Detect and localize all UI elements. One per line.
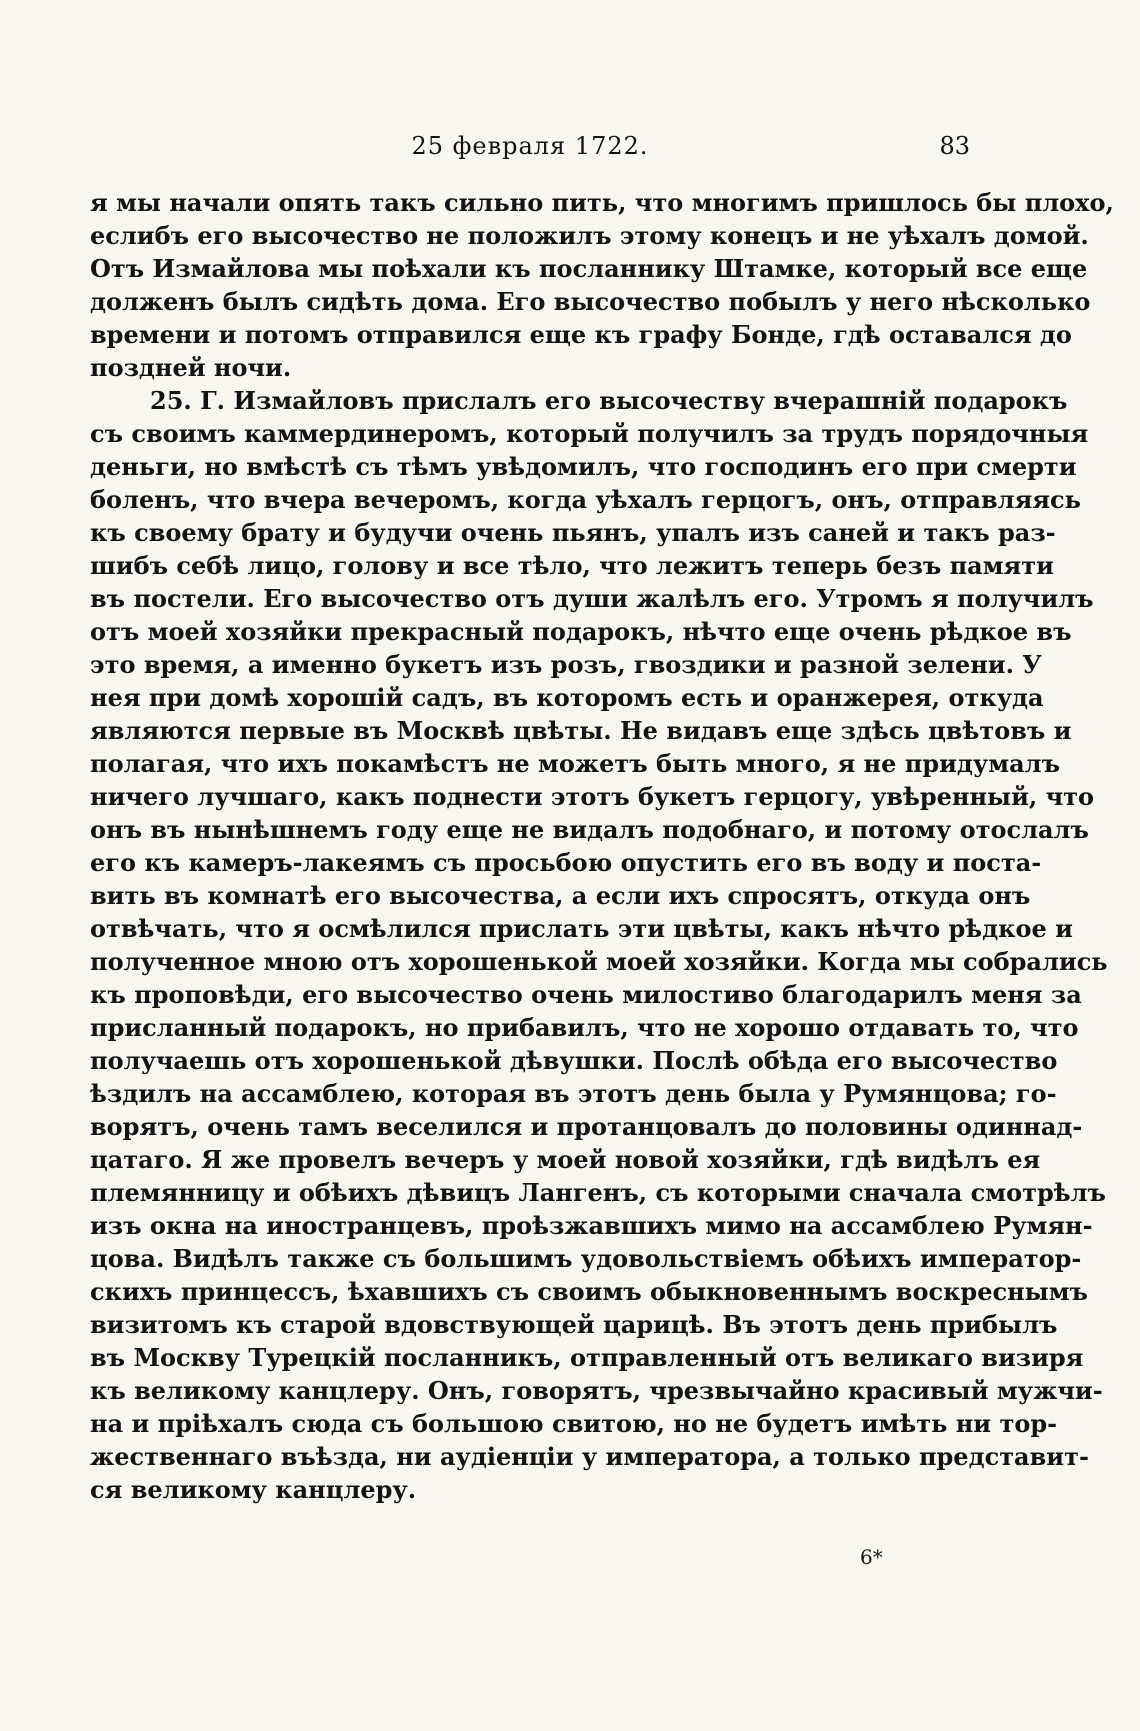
- signature-mark: 6*: [860, 1545, 883, 1569]
- text-line: Отъ Измайлова мы поѣхали къ посланнику Штамке, который все еще: [90, 254, 1088, 283]
- text-line: поздней ночи.: [90, 353, 292, 382]
- paragraph-start-line: 25. Г. Измайловъ прислалъ его высочеству вчерашній подарокъ: [150, 386, 1068, 415]
- text-line: вить въ комнатѣ его высочества, а если ихъ спросятъ, откуда онъ: [90, 881, 1031, 910]
- text-line: времени и потомъ отправился еще къ графу Бонде, гдѣ оставался до: [90, 320, 1072, 349]
- text-line: деньги, но вмѣстѣ съ тѣмъ увѣдомилъ, что господинъ его при смерти: [90, 452, 1077, 481]
- text-line: цова. Видѣлъ также съ большимъ удовольствіемъ обѣихъ император-: [90, 1244, 1082, 1273]
- body-text: [90, 186, 1114, 1506]
- text-line: я мы начали опять такъ сильно пить, что многимъ пришлось бы плохо,: [90, 188, 1114, 217]
- text-line: присланный подарокъ, но прибавилъ, что не хорошо отдавать то, что: [90, 1013, 1079, 1042]
- page-number: 83: [939, 132, 970, 160]
- running-header: [90, 132, 970, 172]
- text-line: отъ моей хозяйки прекрасный подарокъ, нѣчто еще очень рѣдкое въ: [90, 617, 1072, 646]
- text-line: долженъ былъ сидѣть дома. Его высочество побылъ у него нѣсколько: [90, 287, 1091, 316]
- text-line: ничего лучшаго, какъ поднести этотъ букетъ герцогу, увѣренный, что: [90, 782, 1095, 811]
- text-line: отвѣчать, что я осмѣлился прислать эти цвѣты, какъ нѣчто рѣдкое и: [90, 914, 1073, 943]
- text-line: боленъ, что вчера вечеромъ, когда уѣхалъ герцогъ, онъ, отправляясь: [90, 485, 1081, 514]
- text-line: нея при домѣ хорошій садъ, въ которомъ есть и оранжерея, откуда: [90, 683, 1044, 712]
- text-line: жественнаго въѣзда, ни аудіенціи у императора, а только представит-: [90, 1442, 1089, 1471]
- running-title: 25 февраля 1722.: [411, 132, 649, 160]
- text-line: съ своимъ каммердинеромъ, который получилъ за трудъ порядочныя: [90, 419, 1089, 448]
- text-line: еслибъ его высочество не положилъ этому конецъ и не уѣхалъ домой.: [90, 221, 1089, 250]
- text-line: ся великому канцлеру.: [90, 1475, 417, 1504]
- text-line: къ своему брату и будучи очень пьянъ, упалъ изъ саней и такъ раз-: [90, 518, 1056, 547]
- text-line: полагая, что ихъ покамѣстъ не можетъ быть много, я не придумалъ: [90, 749, 1060, 778]
- text-line: цатаго. Я же провелъ вечеръ у моей новой хозяйки, гдѣ видѣлъ ея: [90, 1145, 1041, 1174]
- text-line: шибъ себѣ лицо, голову и все тѣло, что лежитъ теперь безъ памяти: [90, 551, 1054, 580]
- text-line: въ постели. Его высочество отъ души жалѣлъ его. Утромъ я получилъ: [90, 584, 1094, 613]
- text-line: онъ въ нынѣшнемъ году еще не видалъ подобнаго, и потому отослалъ: [90, 815, 1089, 844]
- text-line: получаешь отъ хорошенькой дѣвушки. Послѣ обѣда его высочество: [90, 1046, 1058, 1075]
- text-line: къ проповѣди, его высочество очень милостиво благодарилъ меня за: [90, 980, 1082, 1009]
- text-line: визитомъ къ старой вдовствующей царицѣ. Въ этотъ день прибылъ: [90, 1310, 1058, 1339]
- text-line: это время, а именно букетъ изъ розъ, гвоздики и разной зелени. У: [90, 650, 1042, 679]
- text-line: полученное мною отъ хорошенькой моей хозяйки. Когда мы собрались: [90, 947, 1108, 976]
- text-line: изъ окна на иностранцевъ, проѣзжавшихъ мимо на ассамблею Румян-: [90, 1211, 1093, 1240]
- text-line: въ Москву Турецкій посланникъ, отправленный отъ великаго визиря: [90, 1343, 1084, 1372]
- text-line: скихъ принцессъ, ѣхавшихъ съ своимъ обыкновеннымъ воскреснымъ: [90, 1277, 1088, 1306]
- text-line: ворятъ, очень тамъ веселился и протанцовалъ до половины одиннад-: [90, 1112, 1083, 1141]
- text-line: на и пріѣхалъ сюда съ большою свитою, но не будетъ имѣть ни тор-: [90, 1409, 1058, 1438]
- text-line: ѣздилъ на ассамблею, которая въ этотъ день была у Румянцова; го-: [90, 1079, 1057, 1108]
- text-line: его къ камеръ-лакеямъ съ просьбою опустить его въ воду и поста-: [90, 848, 1042, 877]
- text-line: племянницу и обѣихъ дѣвицъ Лангенъ, съ которыми сначала смотрѣлъ: [90, 1178, 1106, 1207]
- text-line: къ великому канцлеру. Онъ, говорятъ, чрезвычайно красивый мужчи-: [90, 1376, 1103, 1405]
- text-line: являются первые въ Москвѣ цвѣты. Не видавъ еще здѣсь цвѣтовъ и: [90, 716, 1072, 745]
